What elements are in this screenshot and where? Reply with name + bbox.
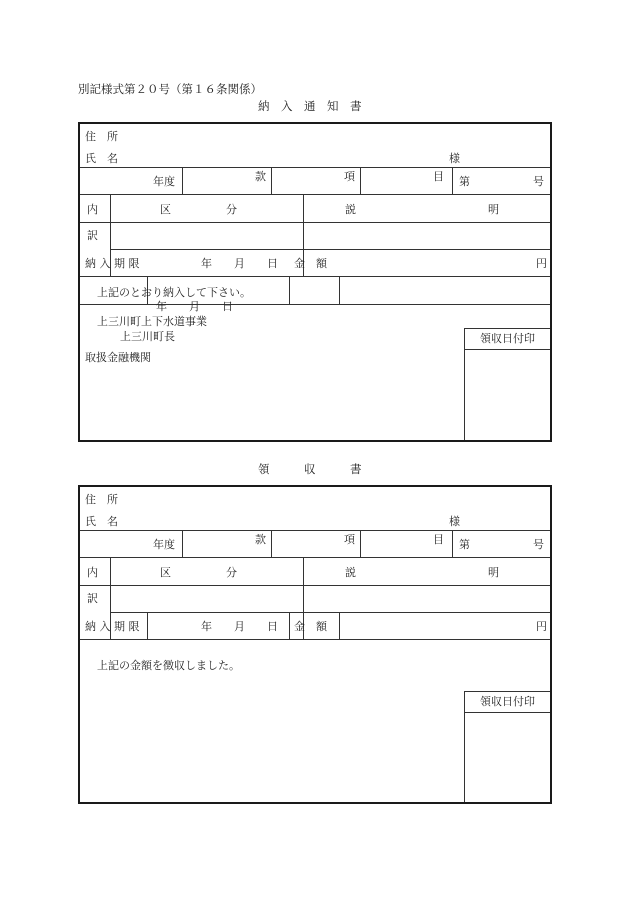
amount-label: 金 額 bbox=[294, 620, 327, 633]
kubun-header: 区 分 bbox=[160, 566, 237, 579]
issuer-title: 上三川町長 bbox=[120, 330, 175, 343]
stamp-label: 領収日付印 bbox=[465, 329, 550, 350]
receipt-stamp-box bbox=[464, 328, 550, 440]
name-label: 氏 名 bbox=[85, 515, 118, 528]
stamp-label: 領収日付印 bbox=[465, 692, 550, 713]
uchi-label: 内 bbox=[87, 566, 98, 579]
fiscal-year-label: 年度 bbox=[153, 175, 175, 188]
wake-label: 訳 bbox=[87, 229, 98, 242]
yen-unit: 円 bbox=[536, 620, 547, 633]
form-number-note: 別記様式第２０号（第１６条関係） bbox=[78, 82, 262, 96]
honorific: 様 bbox=[449, 152, 460, 165]
setsumei-header: 説 明 bbox=[345, 203, 499, 216]
receipt-stamp-box bbox=[464, 691, 550, 802]
due-date-label: 納 入 期 限 bbox=[85, 257, 140, 270]
issue-date: 年 月 日 bbox=[156, 300, 233, 313]
moku-label: 目 bbox=[433, 533, 444, 546]
dai-label: 第 bbox=[459, 538, 470, 551]
kou-label: 項 bbox=[344, 533, 355, 546]
honorific: 様 bbox=[449, 515, 460, 528]
address-label: 住 所 bbox=[85, 493, 118, 506]
fiscal-year-label: 年度 bbox=[153, 538, 175, 551]
dai-label: 第 bbox=[459, 175, 470, 188]
name-label: 氏 名 bbox=[85, 152, 118, 165]
kou-label: 項 bbox=[344, 170, 355, 183]
amount-label: 金 額 bbox=[294, 257, 327, 270]
yen-unit: 円 bbox=[536, 257, 547, 270]
gou-label: 号 bbox=[533, 175, 544, 188]
issuer-organization: 上三川町上下水道事業 bbox=[97, 315, 207, 328]
due-date-value: 年 月 日 bbox=[201, 257, 278, 270]
payment-instruction: 上記のとおり納入して下さい。 bbox=[97, 286, 251, 299]
due-date-label: 納 入 期 限 bbox=[85, 620, 140, 633]
moku-label: 目 bbox=[433, 170, 444, 183]
notice-title: 納 入 通 知 書 bbox=[258, 99, 362, 113]
kan-label: 款 bbox=[255, 170, 266, 183]
address-label: 住 所 bbox=[85, 130, 118, 143]
wake-label: 訳 bbox=[87, 592, 98, 605]
bank-label: 取扱金融機関 bbox=[85, 351, 151, 364]
notice-form bbox=[78, 122, 552, 442]
receipt-title: 領 収 書 bbox=[258, 462, 362, 476]
kubun-header: 区 分 bbox=[160, 203, 237, 216]
due-date-value: 年 月 日 bbox=[201, 620, 278, 633]
setsumei-header: 説 明 bbox=[345, 566, 499, 579]
receipt-form bbox=[78, 485, 552, 804]
gou-label: 号 bbox=[533, 538, 544, 551]
receipt-message: 上記の金額を徴収しました。 bbox=[97, 659, 240, 672]
uchi-label: 内 bbox=[87, 203, 98, 216]
kan-label: 款 bbox=[255, 533, 266, 546]
